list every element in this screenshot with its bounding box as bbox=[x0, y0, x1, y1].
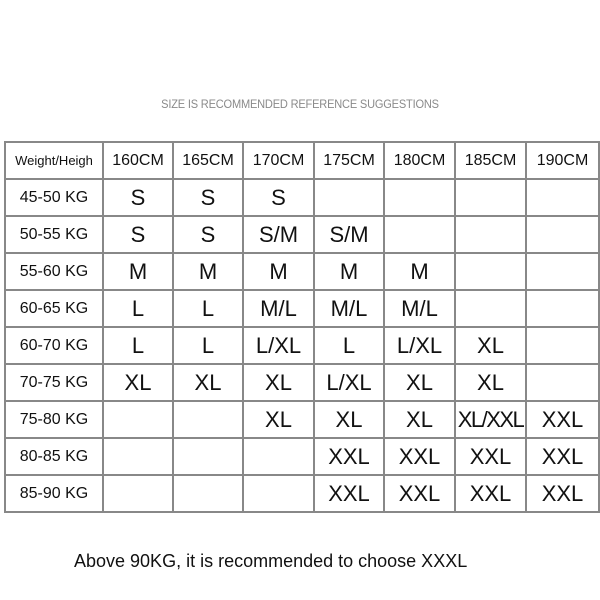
size-cell: S bbox=[103, 216, 173, 253]
row-weight-label: 70-75 KG bbox=[5, 364, 103, 401]
size-cell: XL bbox=[173, 364, 243, 401]
size-cell: L bbox=[314, 327, 384, 364]
column-header: 185CM bbox=[455, 142, 526, 179]
size-cell: XL/XXL bbox=[455, 401, 526, 438]
size-cell bbox=[526, 253, 599, 290]
row-weight-label: 60-65 KG bbox=[5, 290, 103, 327]
table-row bbox=[5, 364, 599, 401]
size-cell: XXL bbox=[384, 475, 455, 512]
size-cell: L bbox=[173, 327, 243, 364]
size-cell: M bbox=[314, 253, 384, 290]
size-cell: S bbox=[173, 216, 243, 253]
row-weight-label: 80-85 KG bbox=[5, 438, 103, 475]
table-body bbox=[5, 179, 599, 512]
size-cell: M bbox=[173, 253, 243, 290]
column-header: 190CM bbox=[526, 142, 599, 179]
size-cell: XXL bbox=[314, 475, 384, 512]
size-cell: XXL bbox=[526, 475, 599, 512]
size-cell: XL bbox=[314, 401, 384, 438]
size-cell bbox=[243, 475, 314, 512]
size-cell: S/M bbox=[243, 216, 314, 253]
size-cell bbox=[173, 475, 243, 512]
size-cell: M bbox=[384, 253, 455, 290]
row-weight-label: 85-90 KG bbox=[5, 475, 103, 512]
size-cell: S bbox=[103, 179, 173, 216]
size-cell: XL bbox=[103, 364, 173, 401]
size-cell bbox=[455, 179, 526, 216]
size-cell bbox=[526, 290, 599, 327]
size-cell: XXL bbox=[314, 438, 384, 475]
size-cell: L bbox=[173, 290, 243, 327]
table-row bbox=[5, 216, 599, 253]
header-row bbox=[5, 142, 599, 179]
size-cell: L/XL bbox=[243, 327, 314, 364]
size-cell: XXL bbox=[384, 438, 455, 475]
size-cell bbox=[455, 253, 526, 290]
size-cell bbox=[455, 290, 526, 327]
size-cell: L/XL bbox=[384, 327, 455, 364]
row-weight-label: 75-80 KG bbox=[5, 401, 103, 438]
table-row bbox=[5, 327, 599, 364]
size-cell: L bbox=[103, 327, 173, 364]
table-row bbox=[5, 179, 599, 216]
row-weight-label: 50-55 KG bbox=[5, 216, 103, 253]
row-weight-label: 45-50 KG bbox=[5, 179, 103, 216]
size-cell: M/L bbox=[314, 290, 384, 327]
size-cell bbox=[173, 438, 243, 475]
row-weight-label: 60-70 KG bbox=[5, 327, 103, 364]
size-chart-table bbox=[4, 141, 600, 513]
size-cell: XL bbox=[384, 364, 455, 401]
size-cell bbox=[314, 179, 384, 216]
size-cell: M/L bbox=[384, 290, 455, 327]
table-row bbox=[5, 438, 599, 475]
size-cell: L/XL bbox=[314, 364, 384, 401]
size-cell: M bbox=[243, 253, 314, 290]
size-cell: XXL bbox=[455, 475, 526, 512]
column-header: 165CM bbox=[173, 142, 243, 179]
column-header: 170CM bbox=[243, 142, 314, 179]
size-cell bbox=[526, 179, 599, 216]
corner-header: Weight/Heigh bbox=[5, 142, 103, 179]
size-cell bbox=[103, 438, 173, 475]
column-header: 180CM bbox=[384, 142, 455, 179]
size-cell: XL bbox=[455, 364, 526, 401]
table-row bbox=[5, 290, 599, 327]
size-cell bbox=[384, 179, 455, 216]
size-cell bbox=[526, 327, 599, 364]
size-cell: XL bbox=[455, 327, 526, 364]
size-cell bbox=[455, 216, 526, 253]
size-cell: XXL bbox=[526, 401, 599, 438]
size-cell: M/L bbox=[243, 290, 314, 327]
size-cell bbox=[173, 401, 243, 438]
size-cell: L bbox=[103, 290, 173, 327]
size-cell bbox=[526, 216, 599, 253]
size-cell: M bbox=[103, 253, 173, 290]
row-weight-label: 55-60 KG bbox=[5, 253, 103, 290]
table-row bbox=[5, 253, 599, 290]
footnote: Above 90KG, it is recommended to choose XXXL bbox=[74, 551, 468, 571]
size-cell: S bbox=[173, 179, 243, 216]
table-row bbox=[5, 475, 599, 512]
size-cell bbox=[103, 401, 173, 438]
size-cell bbox=[243, 438, 314, 475]
table-row bbox=[5, 401, 599, 438]
size-cell: XXL bbox=[526, 438, 599, 475]
size-cell: S/M bbox=[314, 216, 384, 253]
size-cell: XL bbox=[243, 401, 314, 438]
size-cell: XXL bbox=[455, 438, 526, 475]
size-cell bbox=[103, 475, 173, 512]
size-cell: XL bbox=[384, 401, 455, 438]
size-cell bbox=[384, 216, 455, 253]
column-header: 160CM bbox=[103, 142, 173, 179]
size-cell bbox=[526, 364, 599, 401]
column-header: 175CM bbox=[314, 142, 384, 179]
size-cell: S bbox=[243, 179, 314, 216]
page-subtitle: SIZE IS RECOMMENDED REFERENCE SUGGESTIONS bbox=[161, 97, 439, 111]
size-cell: XL bbox=[243, 364, 314, 401]
